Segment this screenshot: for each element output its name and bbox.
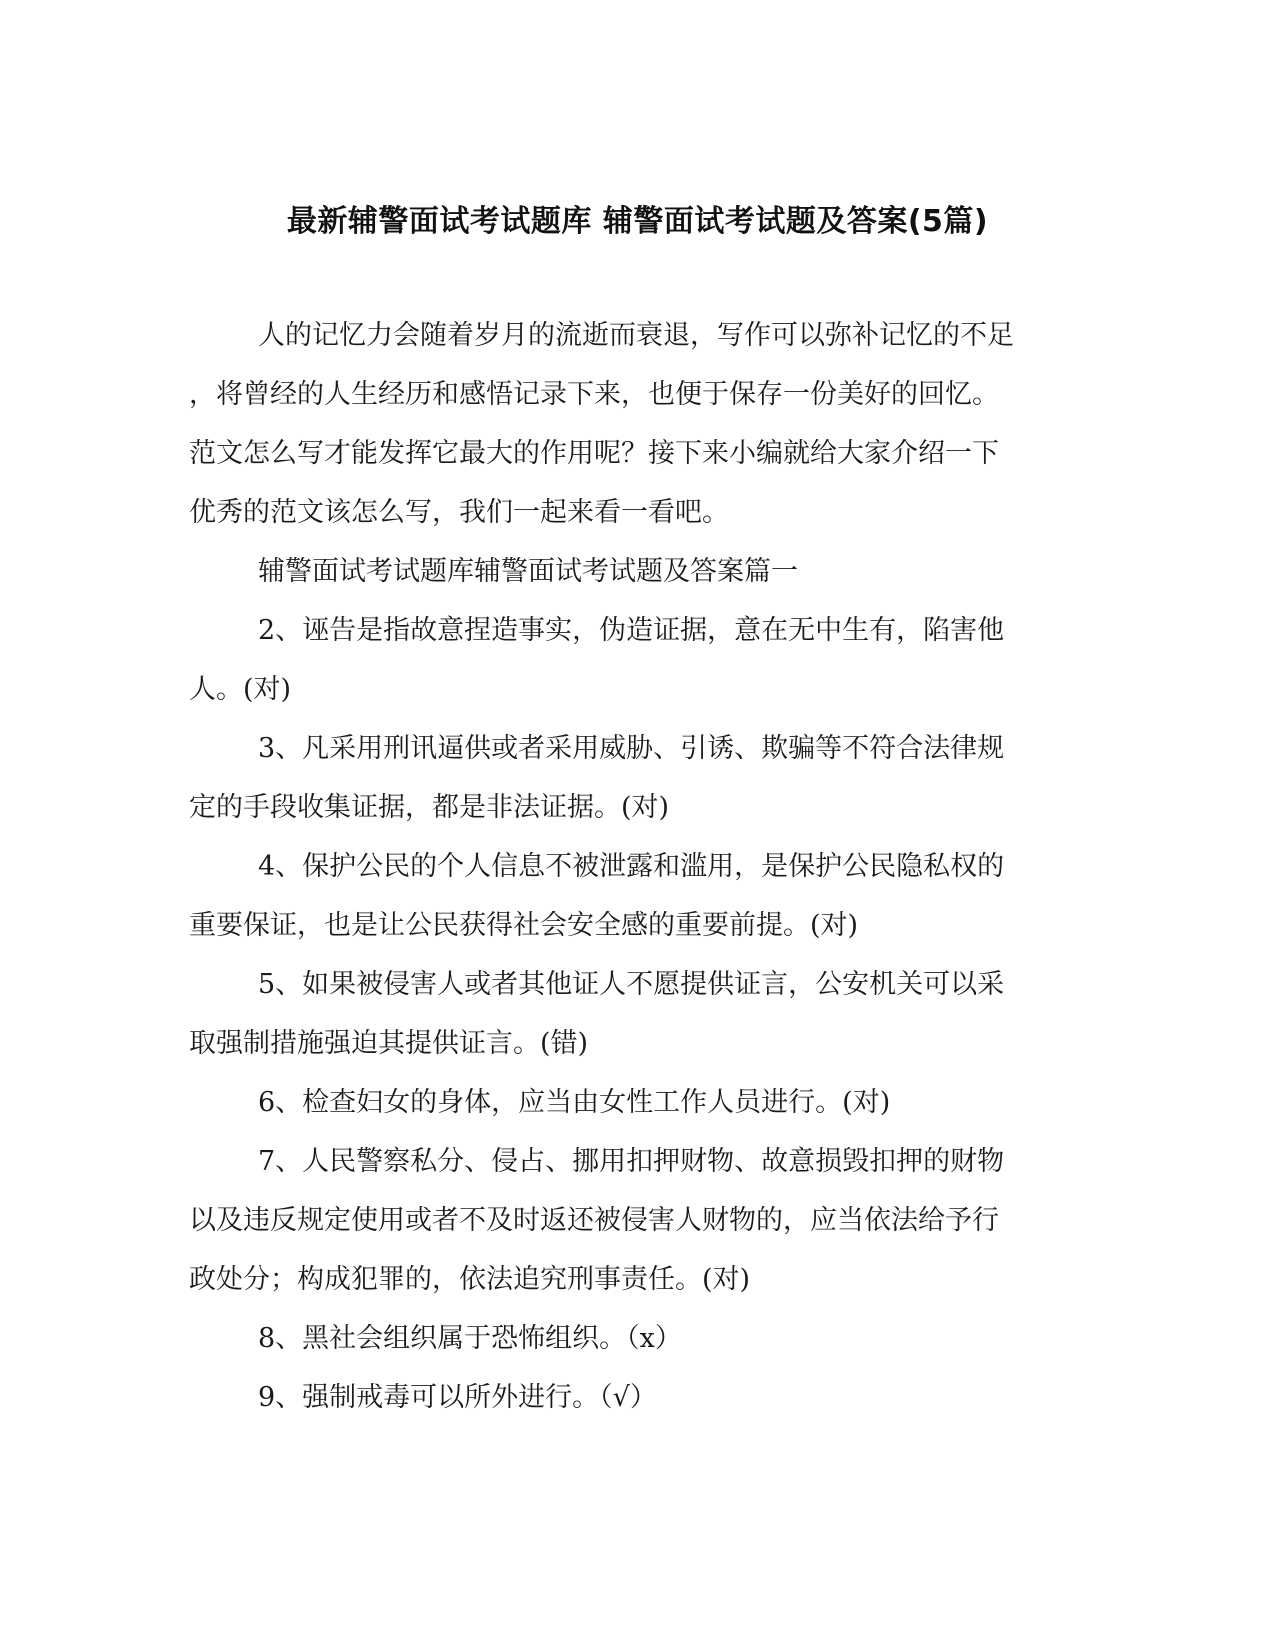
question-line: 9、强制戒毒可以所外进行。（√） [258, 1382, 657, 1413]
question-line: 定的手段收集证据，都是非法证据。(对) [189, 792, 670, 823]
question-line: 4、保护公民的个人信息不被泄露和滥用，是保护公民隐私权的 [258, 851, 1005, 882]
question-line: 重要保证，也是让公民获得社会安全感的重要前提。(对) [189, 910, 859, 941]
question-line: 以及违反规定使用或者不及时返还被侵害人财物的，应当依法给予行 [189, 1205, 999, 1236]
paragraph-line: 范文怎么写才能发挥它最大的作用呢？接下来小编就给大家介绍一下 [189, 438, 999, 469]
question-line: 3、凡采用刑讯逼供或者采用威胁、引诱、欺骗等不符合法律规 [258, 733, 1005, 764]
question-line: 政处分；构成犯罪的，依法追究刑事责任。(对) [189, 1264, 751, 1295]
question-line: 8、黑社会组织属于恐怖组织。（x） [258, 1323, 682, 1354]
question-line: 7、人民警察私分、侵占、挪用扣押财物、故意损毁扣押的财物 [258, 1146, 1005, 1177]
paragraph-line: 优秀的范文该怎么写，我们一起来看一看吧。 [189, 497, 729, 528]
question-line: 6、检查妇女的身体，应当由女性工作人员进行。(对) [258, 1087, 891, 1118]
document-title: 最新辅警面试考试题库 辅警面试考试题及答案(5篇) [286, 204, 989, 239]
section-heading: 辅警面试考试题库辅警面试考试题及答案篇一 [258, 556, 798, 587]
question-line: 5、如果被侵害人或者其他证人不愿提供证言，公安机关可以采 [258, 969, 1005, 1000]
paragraph-line: ，将曾经的人生经历和感悟记录下来，也便于保存一份美好的回忆。 [189, 379, 999, 410]
question-line: 取强制措施强迫其提供证言。(错) [189, 1028, 589, 1059]
paragraph-line: 人的记忆力会随着岁月的流逝而衰退，写作可以弥补记忆的不足 [258, 320, 1014, 351]
question-line: 2、诬告是指故意捏造事实，伪造证据，意在无中生有，陷害他 [258, 615, 1005, 646]
question-line: 人。(对) [189, 674, 292, 705]
